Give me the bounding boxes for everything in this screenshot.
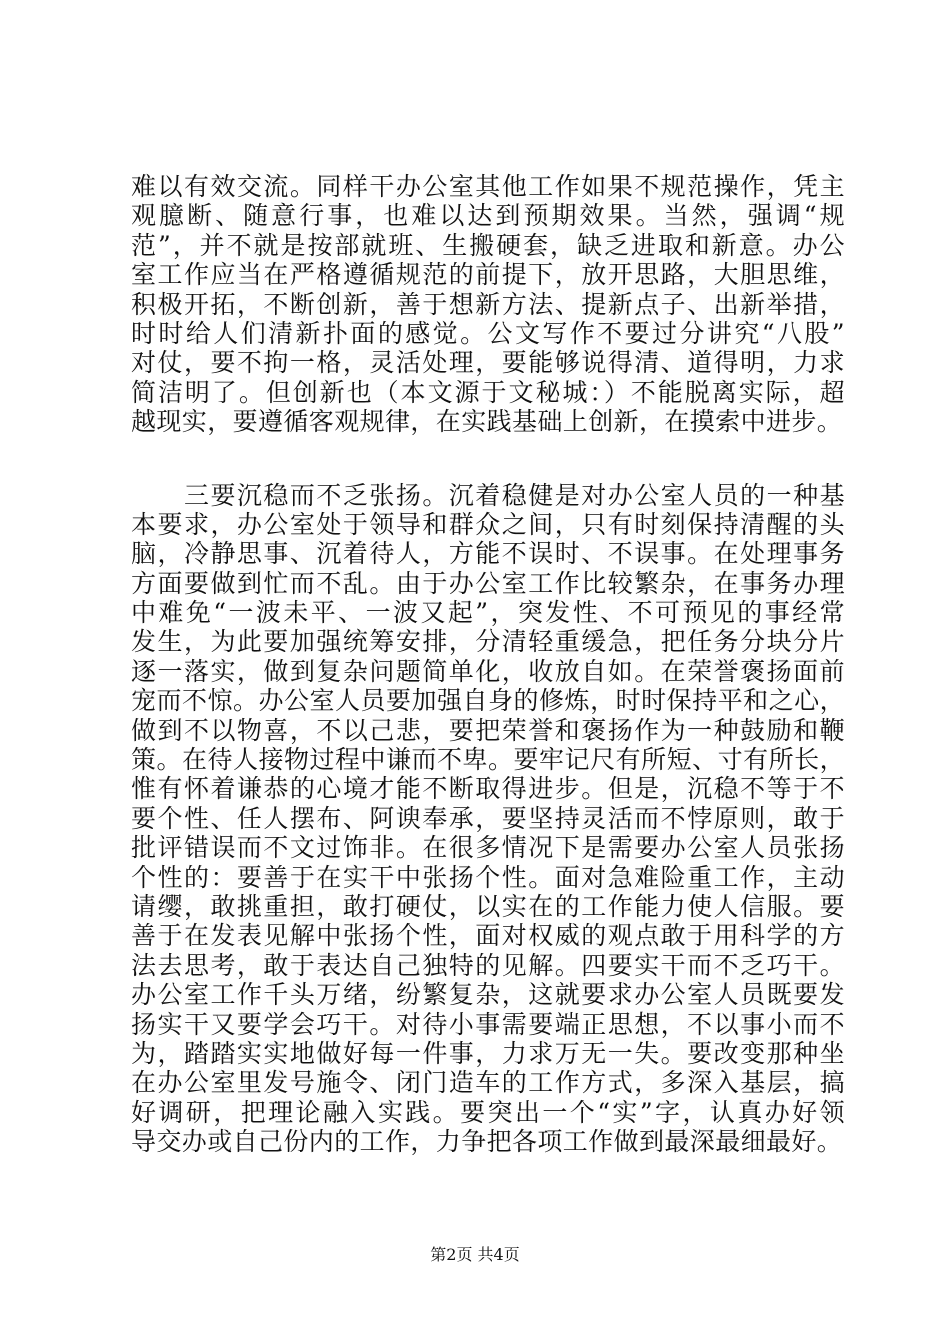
paragraph-line: 惟有怀着谦恭的心境才能不断取得进步。但是，沉稳不等于不 (131, 774, 845, 804)
paragraph-line: 积极开拓，不断创新，善于想新方法、提新点子、出新举措， (131, 289, 845, 319)
paragraph-line: 脑，冷静思事、沉着待人，方能不误时、不误事。在处理事务 (131, 539, 845, 569)
paragraph-line: 观臆断、随意行事，也难以达到预期效果。当然，强调“规 (131, 201, 845, 231)
paragraph-line: 中难免“一波未平、一波又起”，突发性、不可预见的事经常 (131, 598, 845, 628)
document-body (131, 172, 845, 1157)
paragraph-line: 三要沉稳而不乏张扬。沉着稳健是对办公室人员的一种基 (131, 480, 845, 510)
paragraph-line: 难以有效交流。同样干办公室其他工作如果不规范操作，凭主 (131, 172, 845, 201)
paragraph-line: 为，踏踏实实地做好每一件事，力求万无一失。要改变那种坐 (131, 1038, 845, 1068)
paragraph-line: 批评错误而不文过饰非。在很多情况下是需要办公室人员张扬 (131, 833, 845, 863)
paragraph-line: 宠而不惊。办公室人员要加强自身的修炼，时时保持平和之心， (131, 686, 845, 716)
paragraph-line: 善于在发表见解中张扬个性，面对权威的观点敢于用科学的方 (131, 921, 845, 951)
paragraph-line: 做到不以物喜，不以己悲，要把荣誉和褒扬作为一种鼓励和鞭 (131, 715, 845, 745)
paragraph-line: 办公室工作千头万绪，纷繁复杂，这就要求办公室人员既要发 (131, 980, 845, 1010)
paragraph-line: 时时给人们清新扑面的感觉。公文写作不要过分讲究“八股” (131, 318, 845, 348)
paragraph-line: 扬实干又要学会巧干。对待小事需要端正思想，不以事小而不 (131, 1009, 845, 1039)
paragraph-line: 个性的：要善于在实干中张扬个性。面对急难险重工作，主动 (131, 862, 845, 892)
paragraph-line: 简洁明了。但创新也（本文源于文秘城：）不能脱离实际，超 (131, 377, 845, 407)
paragraph-1 (131, 172, 845, 437)
paragraph-line: 对仗，要不拘一格，灵活处理，要能够说得清、道得明，力求 (131, 348, 845, 378)
paragraph-line: 室工作应当在严格遵循规范的前提下，放开思路，大胆思维， (131, 260, 845, 290)
paragraph-2 (131, 481, 845, 1157)
paragraph-line: 越现实，要遵循客观规律，在实践基础上创新，在摸索中进步。 (131, 407, 843, 437)
paragraph-line: 方面要做到忙而不乱。由于办公室工作比较繁杂，在事务办理 (131, 568, 845, 598)
paragraph-line: 在办公室里发号施令、闭门造车的工作方式，多深入基层，搞 (131, 1068, 845, 1098)
paragraph-line: 请缨，敢挑重担，敢打硬仗，以实在的工作能力使人信服。要 (131, 891, 845, 921)
paragraph-line: 法去思考，敢于表达自己独特的见解。四要实干而不乏巧干。 (131, 950, 845, 980)
paragraph-line: 逐一落实，做到复杂问题简单化，收放自如。在荣誉褒扬面前 (131, 656, 845, 686)
page-number-footer: 第2页 共4页 (430, 1245, 520, 1264)
paragraph-line: 范”，并不就是按部就班、生搬硬套，缺乏进取和新意。办公 (131, 230, 845, 260)
paragraph-gap (131, 437, 845, 481)
paragraph-line: 本要求，办公室处于领导和群众之间，只有时刻保持清醒的头 (131, 509, 845, 539)
paragraph-line: 发生，为此要加强统筹安排，分清轻重缓急，把任务分块分片 (131, 627, 845, 657)
paragraph-line: 要个性、任人摆布、阿谀奉承，要坚持灵活而不悖原则，敢于 (131, 803, 845, 833)
paragraph-line: 导交办或自己份内的工作，力争把各项工作做到最深最细最好。 (131, 1127, 843, 1157)
paragraph-line: 策。在待人接物过程中谦而不卑。要牢记尺有所短、寸有所长， (131, 745, 845, 775)
paragraph-line: 好调研，把理论融入实践。要突出一个“实”字，认真办好领 (131, 1097, 845, 1127)
